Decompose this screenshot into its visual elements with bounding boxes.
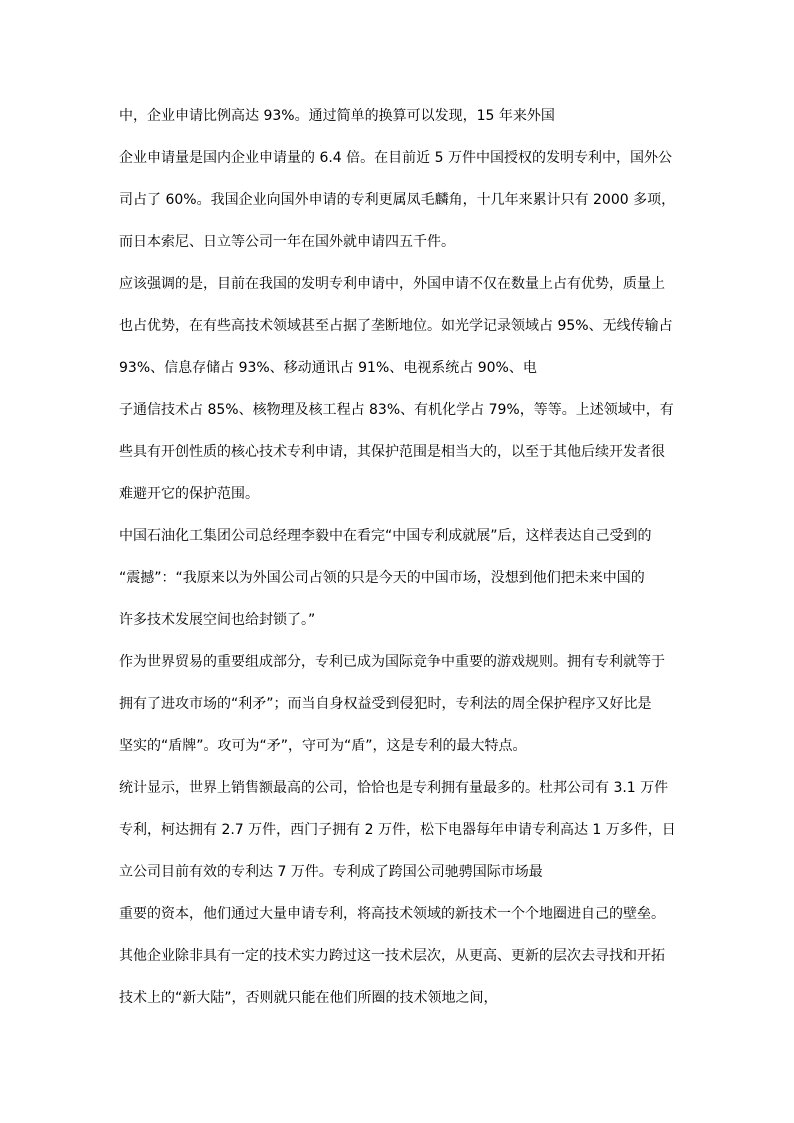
paragraph-line: 重要的资本，他们通过大量申请专利，将高技术领域的新技术一个个地圈进自己的壁垒。 xyxy=(119,906,665,922)
paragraph-line: 子通信技术占 85%、核物理及核工程占 83%、有机化学占 79%，等等。上述领域中，有 xyxy=(119,402,674,418)
paragraph-line: 93%、信息存储占 93%、移动通讯占 91%、电视系统占 90%、电 xyxy=(119,360,537,376)
paragraph-line: 司占了 60%。我国企业向国外申请的专利更属凤毛麟角，十几年来累计只有 2000 多项， xyxy=(119,192,676,208)
paragraph-line: 应该强调的是，目前在我国的发明专利申请中，外国申请不仅在数量上占有优势，质量上 xyxy=(119,276,665,292)
paragraph-line: 坚实的“盾牌”。攻可为“矛”，守可为“盾”，这是专利的最大特点。 xyxy=(119,738,527,754)
paragraph-line: 技术上的“新大陆”，否则就只能在他们所圈的技术领地之间， xyxy=(119,990,498,1006)
paragraph-line: 些具有开创性质的核心技术专利申请，其保护范围是相当大的，以至于其他后续开发者很 xyxy=(119,444,665,460)
paragraph-line: 拥有了进攻市场的“利矛”；而当自身权益受到侵犯时，专利法的周全保护程序又好比是 xyxy=(119,696,652,712)
paragraph-line: 而日本索尼、日立等公司一年在国外就申请四五千件。 xyxy=(119,234,455,250)
paragraph-line: 难避开它的保护范围。 xyxy=(119,486,259,502)
paragraph-line: 立公司目前有效的专利达 7 万件。专利成了跨国公司驰骋国际市场最 xyxy=(119,864,543,880)
paragraph-line: 统计显示，世界上销售额最高的公司，恰恰也是专利拥有量最多的。杜邦公司有 3.1 万件 xyxy=(119,780,669,796)
paragraph-line: 许多技术发展空间也给封锁了。” xyxy=(119,612,316,628)
paragraph-line: 也占优势，在有些高技术领域甚至占据了垄断地位。如光学记录领域占 95%、无线传输占 xyxy=(119,318,673,334)
paragraph-line: “震撼”：“我原来以为外国公司占领的只是今天的中国市场，没想到他们把未来中国的 xyxy=(119,570,645,586)
paragraph-line: 企业申请量是国内企业申请量的 6.4 倍。在目前近 5 万件中国授权的发明专利中，国外公 xyxy=(119,150,672,166)
paragraph-line: 作为世界贸易的重要组成部分，专利已成为国际竞争中重要的游戏规则。拥有专利就等于 xyxy=(119,654,665,670)
paragraph-line: 中国石油化工集团公司总经理李毅中在看完“中国专利成就展”后，这样表达自己受到的 xyxy=(119,528,652,544)
paragraph-line: 中，企业申请比例高达 93%。通过简单的换算可以发现，15 年来外国 xyxy=(119,108,555,124)
paragraph-line: 其他企业除非具有一定的技术实力跨过这一技术层次，从更高、更新的层次去寻找和开拓 xyxy=(119,948,665,964)
paragraph-line: 专利，柯达拥有 2.7 万件，西门子拥有 2 万件，松下电器每年申请专利高达 1 万多件，日 xyxy=(119,822,676,838)
